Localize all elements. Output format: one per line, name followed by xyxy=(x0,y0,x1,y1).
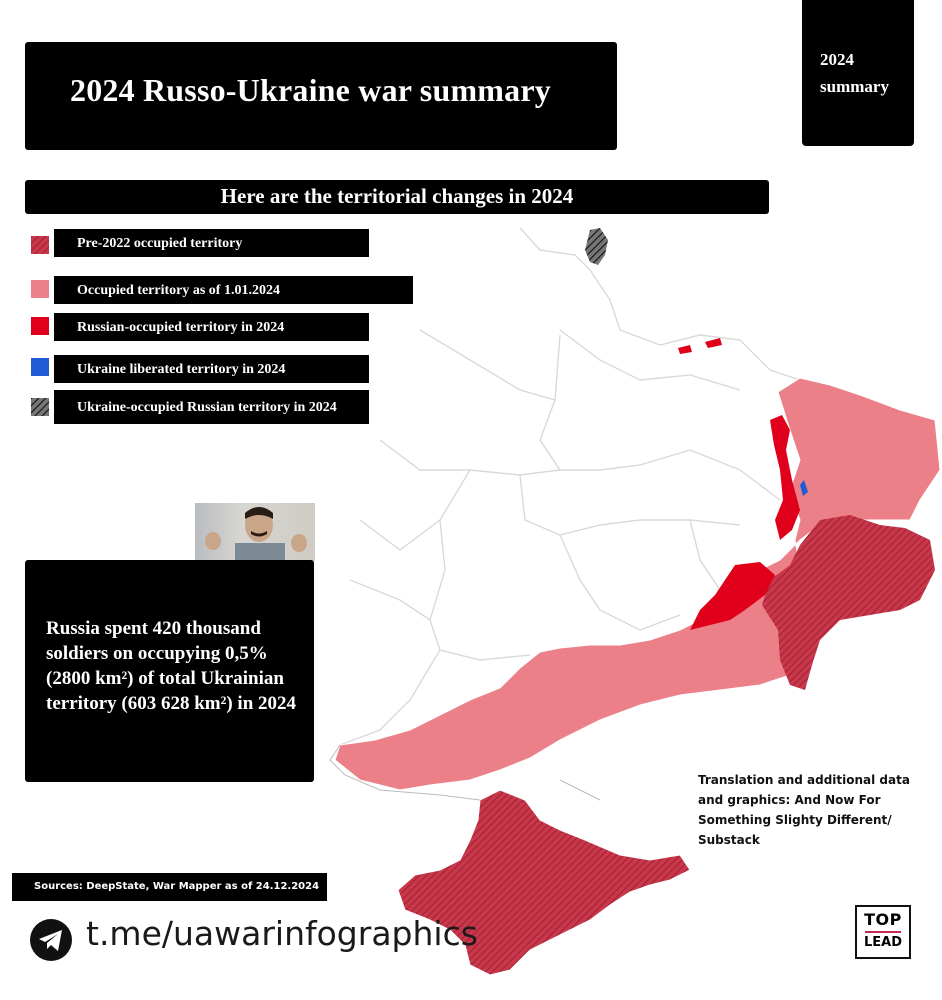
legend-swatch-pre-2022 xyxy=(31,236,49,254)
legend-item-ukraine-liberated xyxy=(54,355,369,383)
legend-swatch-russian-occupied xyxy=(31,317,49,335)
legend-item-pre-2022 xyxy=(54,229,369,257)
stat-text: Russia spent 420 thousand soldiers on occupying 0,5% (2800 km²) of total Ukrainian territory (603 628 km²) in 2024 xyxy=(46,618,297,714)
logo-line1: TOP xyxy=(864,910,902,929)
subtitle-box xyxy=(25,180,769,214)
credit-text: Translation and additional data and graphics: And Now For Something Slighty Different/ Substack xyxy=(698,773,910,847)
photo xyxy=(195,503,315,561)
corner-summary-box xyxy=(802,0,914,146)
kursk-occupied-area xyxy=(585,228,608,265)
corner-summary-label: 2024 summary xyxy=(820,50,889,96)
page-title: 2024 Russo-Ukraine war summary xyxy=(70,72,551,108)
legend-swatch-ukraine-occupied-russian xyxy=(31,398,49,416)
title-box xyxy=(25,42,617,150)
legend-swatch-ukraine-liberated xyxy=(31,358,49,376)
legend-swatch-occupied-start xyxy=(31,280,49,298)
legend-label: Occupied territory as of 1.01.2024 xyxy=(77,283,280,298)
legend-item-russian-occupied xyxy=(54,313,369,341)
legend-label: Ukraine-occupied Russian territory in 2024 xyxy=(77,400,337,415)
channel-link[interactable]: t.me/uawarinfographics xyxy=(86,914,478,953)
legend-item-ukraine-occupied-russian xyxy=(54,390,369,424)
telegram-icon xyxy=(29,918,73,962)
legend-label: Pre-2022 occupied territory xyxy=(77,236,243,251)
logo-divider xyxy=(865,931,901,933)
pre-2022-donbas-area xyxy=(762,515,935,690)
toplead-logo xyxy=(855,905,911,959)
russian-occupied-2024-kharkiv xyxy=(678,338,722,354)
sources-box xyxy=(12,873,327,901)
legend-label: Russian-occupied territory in 2024 xyxy=(77,320,285,335)
subtitle: Here are the territorial changes in 2024 xyxy=(220,184,574,208)
stat-box xyxy=(25,560,314,782)
logo-line2: LEAD xyxy=(863,935,903,950)
sources-text: Sources: DeepState, War Mapper as of 24.12.2024 xyxy=(34,881,320,892)
legend-label: Ukraine liberated territory in 2024 xyxy=(77,362,286,377)
legend-item-occupied-start xyxy=(54,276,413,304)
